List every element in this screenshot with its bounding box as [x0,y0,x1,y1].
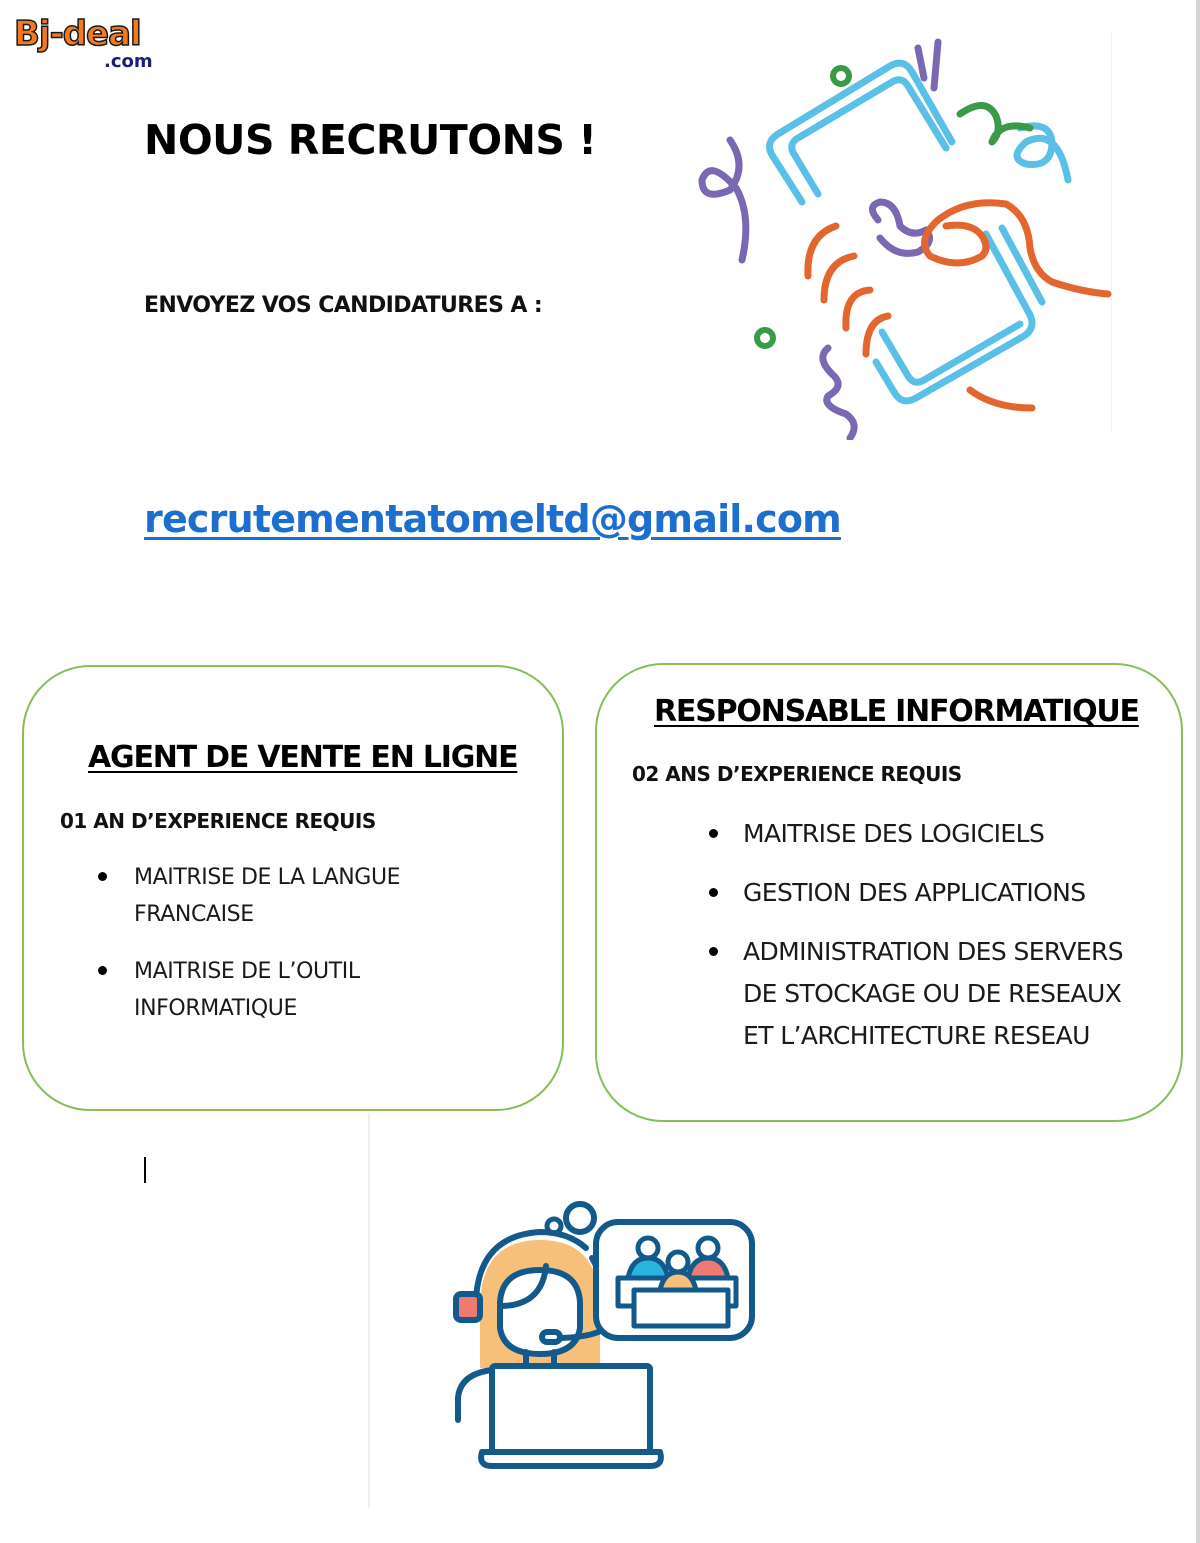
application-instruction: ENVOYEZ VOS CANDIDATURES A : [144,293,543,318]
list-item [707,813,1147,855]
page-title: NOUS RECRUTONS ! [144,116,597,164]
bj-deal-logo [14,14,164,74]
job-title: AGENT DE VENTE EN LIGNE [88,740,518,775]
requirements-list [96,859,476,1047]
job-card-agent-vente [22,665,564,1111]
list-item [96,953,476,1027]
job-card-responsable-informatique [595,663,1183,1122]
list-item [707,931,1147,1057]
column-divider [368,1113,370,1508]
logo-sub-text: .com [104,51,153,72]
requirement-text: MAITRISE DE L’OUTIL INFORMATIQUE [134,959,360,1021]
text-cursor [144,1157,146,1183]
list-item [707,872,1147,914]
bullet-icon [709,829,718,838]
call-center-agent-icon [450,1198,760,1470]
bullet-icon [709,888,718,897]
job-title: RESPONSABLE INFORMATIQUE [654,694,1139,729]
hand-holding-phone-icon [690,30,1130,440]
experience-requirement: 01 AN D’EXPERIENCE REQUIS [60,809,376,833]
page-edge [1196,0,1200,1543]
logo-main-text: Bj-deal [14,14,141,54]
requirements-list [707,813,1147,1074]
bullet-icon [709,947,718,956]
list-item [96,859,476,933]
bullet-icon [98,872,107,881]
experience-requirement: 02 ANS D’EXPERIENCE REQUIS [632,762,962,786]
requirement-text: MAITRISE DE LA LANGUE FRANCAISE [134,865,401,927]
requirement-text: MAITRISE DES LOGICIELS [743,819,1045,848]
requirement-text: GESTION DES APPLICATIONS [743,878,1086,907]
requirement-text: ADMINISTRATION DES SERVERS DE STOCKAGE OU DE RESEAUX ET L’ARCHITECTURE RESEAU [743,937,1124,1050]
email-link[interactable]: recrutementatomeltd@gmail.com [144,497,841,541]
bullet-icon [98,966,107,975]
